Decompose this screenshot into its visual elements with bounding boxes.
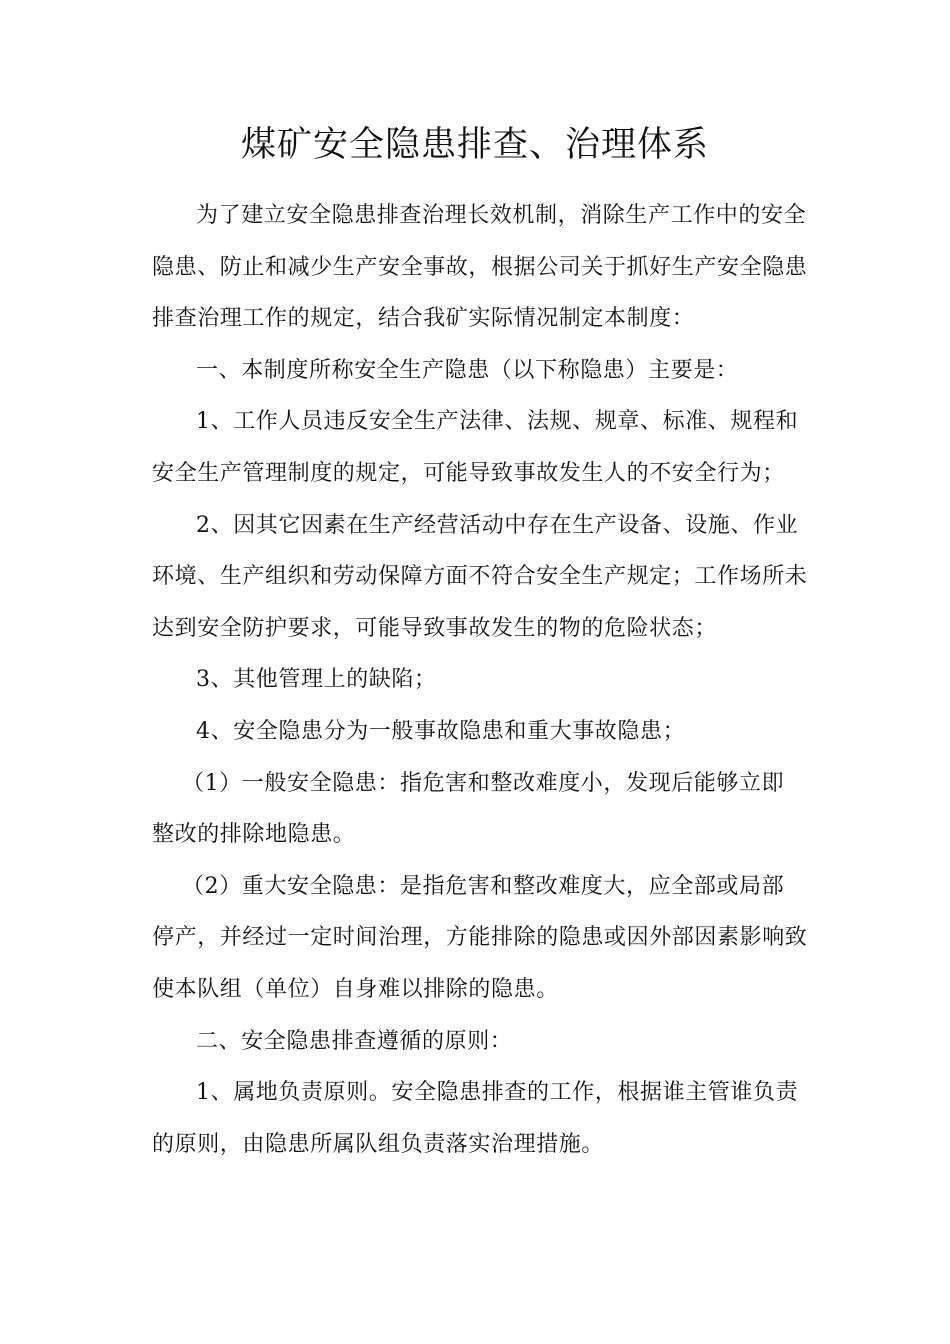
paragraph-line: 1、属地负责原则。安全隐患排查的工作，根据谁主管谁负责 <box>196 1080 799 1106</box>
paragraph-line: 使本队组（单位）自身难以排除的隐患。 <box>152 976 559 1002</box>
paragraph-line: 隐患、防止和减少生产安全事故，根据公司关于抓好生产安全隐患 <box>152 254 808 280</box>
paragraph-line: （2）重大安全隐患：是指危害和整改难度大，应全部或局部 <box>182 873 785 899</box>
paragraph-line: 排查治理工作的规定，结合我矿实际情况制定本制度： <box>152 306 695 332</box>
paragraph-line: 达到安全防护要求，可能导致事故发生的物的危险状态； <box>152 615 718 641</box>
paragraph-line: 3、其他管理上的缺陷； <box>196 667 437 693</box>
paragraph-line: 4、安全隐患分为一般事故隐患和重大事故隐患； <box>196 718 686 744</box>
paragraph-line: 环境、生产组织和劳动保障方面不符合安全生产规定；工作场所未 <box>152 564 808 590</box>
document-body <box>152 190 808 1170</box>
paragraph-line: 为了建立安全隐患排查治理长效机制，消除生产工作中的安全 <box>196 203 807 228</box>
paragraph-line: （1）一般安全隐患：指危害和整改难度小，发现后能够立即 <box>182 770 785 796</box>
paragraph-line: 停产，并经过一定时间治理，方能排除的隐患或因外部因素影响致 <box>152 925 808 951</box>
paragraph-line: 安全生产管理制度的规定，可能导致事故发生人的不安全行为； <box>152 460 785 486</box>
document-title: 煤矿安全隐患排查、治理体系 <box>240 125 709 165</box>
paragraph-line: 整改的排除地隐患。 <box>152 822 356 848</box>
paragraph-line: 2、因其它因素在生产经营活动中存在生产设备、设施、作业 <box>196 512 799 538</box>
paragraph-line: 1、工作人员违反安全生产法律、法规、规章、标准、规程和 <box>196 409 799 435</box>
paragraph-line: 二、安全隐患排查遵循的原则： <box>196 1028 513 1054</box>
paragraph-line: 的原则，由隐患所属队组负责落实治理措施。 <box>152 1131 605 1157</box>
paragraph-line: 一、本制度所称安全生产隐患（以下称隐患）主要是： <box>196 357 739 383</box>
